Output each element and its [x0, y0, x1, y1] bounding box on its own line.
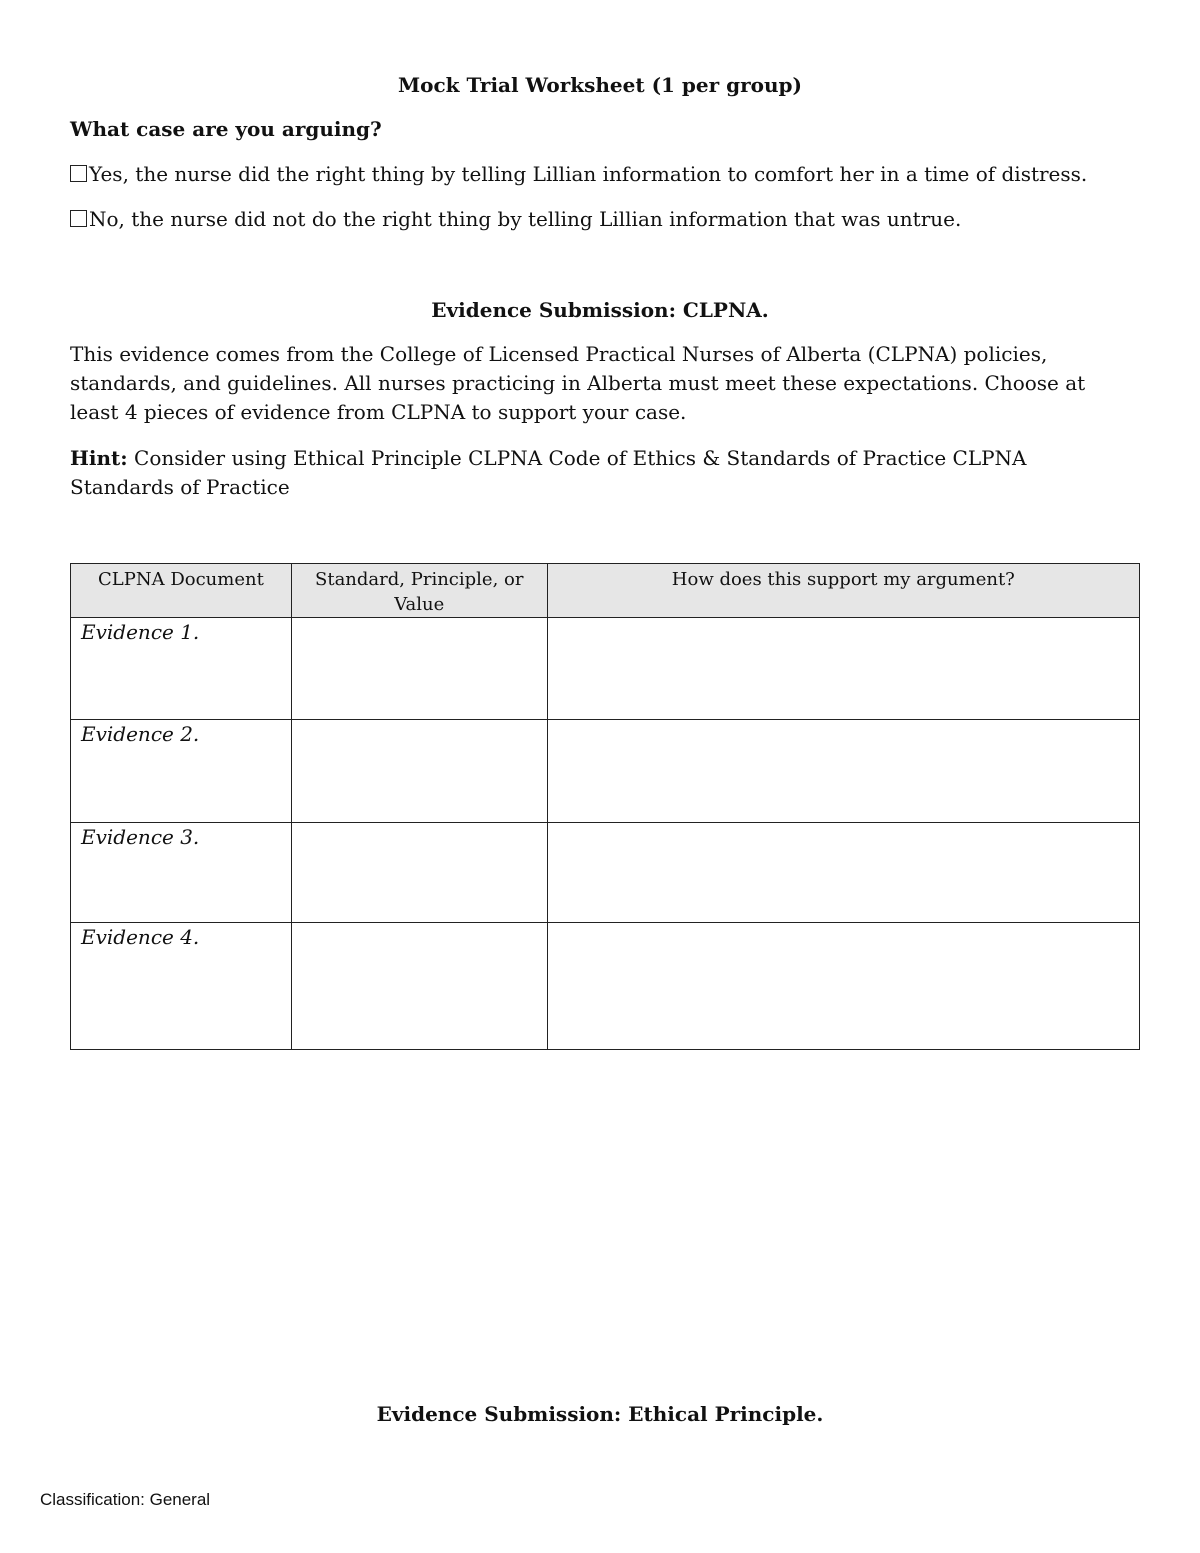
support-cell[interactable]	[547, 823, 1139, 923]
standard-cell[interactable]	[291, 720, 547, 823]
support-cell[interactable]	[547, 720, 1139, 823]
case-question: What case are you arguing?	[70, 117, 382, 141]
option-no[interactable]	[70, 207, 961, 231]
standard-cell[interactable]	[291, 823, 547, 923]
table-row	[71, 720, 1140, 823]
option-no-label: No, the nurse did not do the right thing by telling Lillian information that was untrue.	[89, 207, 962, 231]
support-cell[interactable]	[547, 923, 1139, 1050]
hint-paragraph	[70, 444, 1130, 502]
header-standard: Standard, Principle, or Value	[291, 564, 547, 618]
table-row	[71, 823, 1140, 923]
header-clpna-document: CLPNA Document	[71, 564, 292, 618]
clpna-description: This evidence comes from the College of Licensed Practical Nurses of Alberta (CLPNA) policies, standards, and guidelines. All nurses practicing in Alberta must meet these expectations. Choose at least 4 pieces of evidence from CLPNA to support your case.	[70, 342, 1086, 424]
option-yes-label: Yes, the nurse did the right thing by telling Lillian information to comfort her in a time of distress.	[89, 162, 1088, 186]
worksheet-title: Mock Trial Worksheet (1 per group)	[398, 73, 802, 97]
evidence-table	[70, 563, 1140, 1050]
standard-cell[interactable]	[291, 618, 547, 720]
support-cell[interactable]	[547, 618, 1139, 720]
evidence-label: Evidence 4.	[71, 923, 292, 1050]
evidence-label: Evidence 1.	[71, 618, 292, 720]
option-yes[interactable]	[70, 162, 1087, 186]
table-header-row	[71, 564, 1140, 618]
table-row	[71, 923, 1140, 1050]
hint-text: Consider using Ethical Principle CLPNA Code of Ethics & Standards of Practice CLPNA Standards of Practice	[70, 446, 1027, 499]
evidence-label: Evidence 2.	[71, 720, 292, 823]
header-support: How does this support my argument?	[547, 564, 1139, 618]
table-row	[71, 618, 1140, 720]
evidence-label: Evidence 3.	[71, 823, 292, 923]
standard-cell[interactable]	[291, 923, 547, 1050]
ethical-heading: Evidence Submission: Ethical Principle.	[376, 1402, 824, 1426]
checkbox-no[interactable]	[70, 210, 87, 227]
hint-label: Hint:	[70, 446, 128, 470]
checkbox-yes[interactable]	[70, 165, 87, 182]
classification-footer: Classification: General	[40, 1490, 211, 1509]
clpna-heading: Evidence Submission: CLPNA.	[431, 298, 769, 322]
